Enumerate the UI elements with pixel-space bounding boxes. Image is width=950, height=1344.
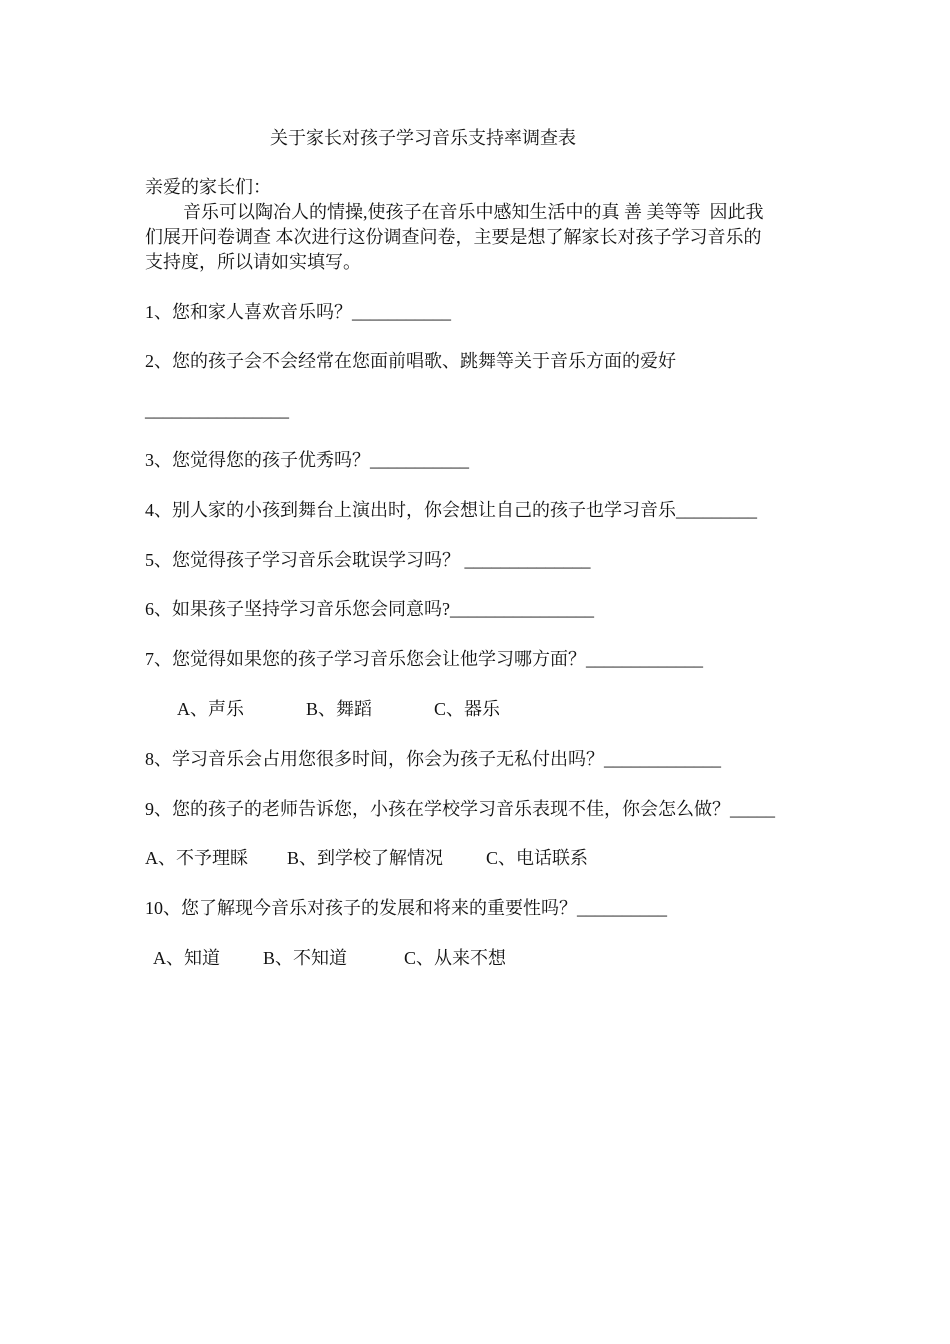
question-7: 7、您觉得如果您的孩子学习音乐您会让他学习哪方面？_____________ [145, 649, 703, 669]
question-10-option-a: A、知道 [153, 948, 220, 968]
question-9-option-b: B、到学校了解情况 [287, 848, 444, 868]
question-7-option-c: C、器乐 [434, 699, 501, 719]
question-9: 9、您的孩子的老师告诉您，小孩在学校学习音乐表现不佳，你会怎么做？_____ [145, 799, 775, 819]
question-2: 2、您的孩子会不会经常在您面前唱歌、跳舞等关于音乐方面的爱好 [145, 351, 676, 371]
question-8: 8、学习音乐会占用您很多时间，你会为孩子无私付出吗？_____________ [145, 749, 721, 769]
document-title: 关于家长对孩子学习音乐支持率调查表 [270, 128, 576, 148]
question-3: 3、您觉得您的孩子优秀吗？___________ [145, 450, 469, 470]
question-10-option-b: B、不知道 [263, 948, 348, 968]
question-9-option-a: A、不予理睬 [145, 848, 248, 868]
intro-line-2: 们展开问卷调查 本次进行这份调查问卷，主要是想了解家长对孩子学习音乐的 [145, 227, 762, 247]
question-10: 10、您了解现今音乐对孩子的发展和将来的重要性吗？__________ [145, 898, 667, 918]
question-2-blank: ________________ [145, 400, 289, 420]
question-1: 1、您和家人喜欢音乐吗？___________ [145, 302, 451, 322]
question-9-option-c: C、电话联系 [486, 848, 589, 868]
question-7-option-a: A、声乐 [177, 699, 244, 719]
intro-line-1: 音乐可以陶冶人的情操,使孩子在音乐中感知生活中的真 善 美等等 因此我 [183, 202, 764, 222]
greeting: 亲爱的家长们： [145, 177, 271, 197]
question-10-option-c: C、从来不想 [404, 948, 507, 968]
question-4: 4、别人家的小孩到舞台上演出时，你会想让自己的孩子也学习音乐_________ [145, 500, 757, 520]
question-6: 6、如果孩子坚持学习音乐您会同意吗?________________ [145, 599, 594, 619]
intro-line-3: 支持度，所以请如实填写。 [145, 252, 361, 272]
question-7-option-b: B、舞蹈 [306, 699, 373, 719]
question-5: 5、您觉得孩子学习音乐会耽误学习吗？ ______________ [145, 550, 591, 570]
